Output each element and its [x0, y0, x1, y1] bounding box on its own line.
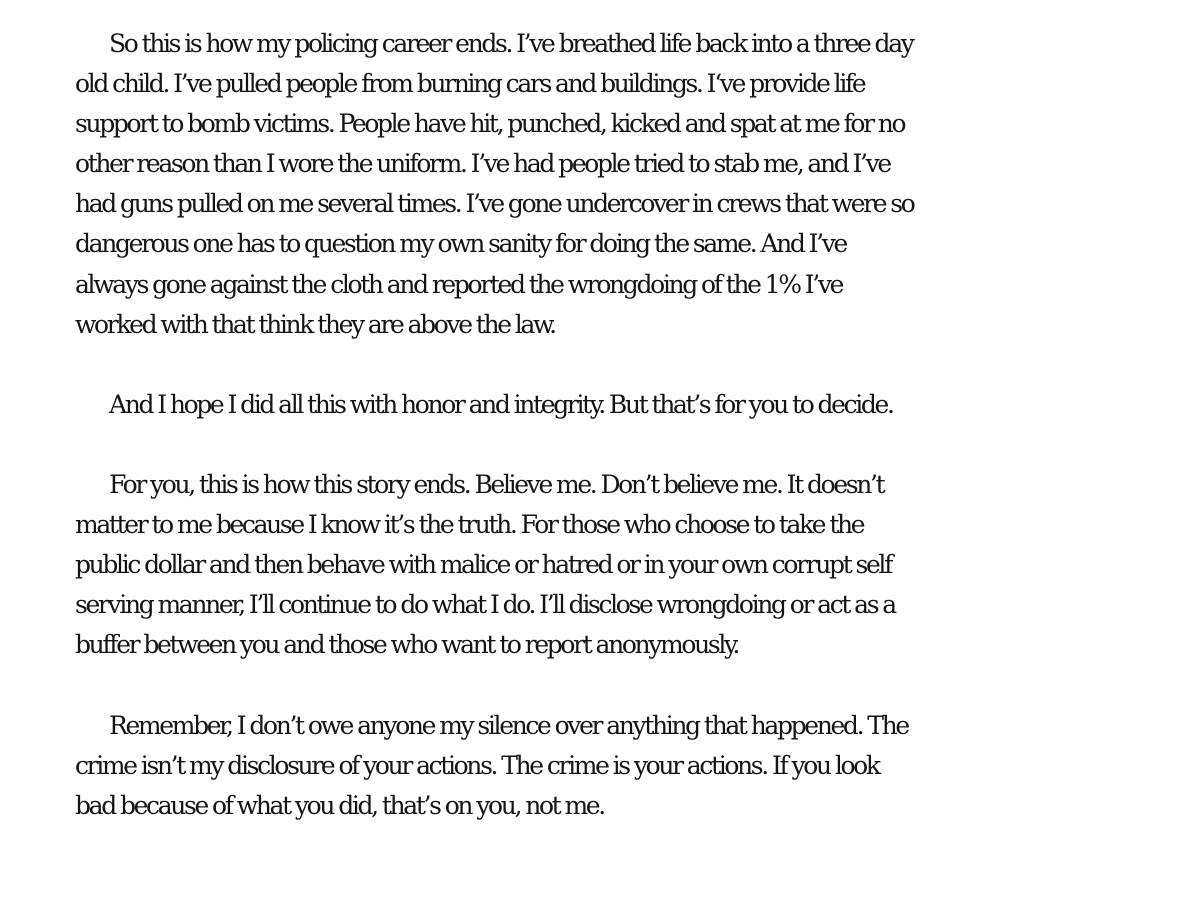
- text-line: So this is how my policing career ends. I’ve breathed life back into a three day: [109, 29, 913, 58]
- text-line: had guns pulled on me several times. I’ve gone undercover in crews that were so: [75, 189, 914, 219]
- text-line: other reason than I wore the uniform. I’ve had people tried to stab me, and I’ve: [75, 149, 890, 179]
- document-body: [75, 24, 1135, 866]
- text-line: buffer between you and those who want to report anonymously.: [75, 630, 739, 660]
- paragraph-story-ends: [75, 465, 1135, 665]
- paragraph-career: [75, 24, 1135, 345]
- text-line: crime isn’t my disclosure of your actions. The crime is your actions. If you look: [75, 750, 879, 780]
- text-line: matter to me because I know it’s the truth. For those who choose to take the: [75, 510, 864, 540]
- text-line: public dollar and then behave with malice or hatred or in your own corrupt self: [75, 550, 891, 580]
- text-line: dangerous one has to question my own sanity for doing the same. And I’ve: [75, 229, 846, 259]
- text-line: serving manner, I’ll continue to do what I do. I’ll disclose wrongdoing or act as a: [75, 590, 895, 620]
- text-line: bad because of what you did, that’s on you, not me.: [75, 790, 604, 820]
- text-line: And I hope I did all this with honor and integrity. But that’s for you to decide.: [109, 389, 893, 419]
- text-line: always gone against the cloth and reported the wrongdoing of the 1% I’ve: [75, 269, 843, 299]
- text-line: For you, this is how this story ends. Believe me. Don’t believe me. It doesn’t: [109, 470, 884, 500]
- paragraph-honor: [75, 385, 1135, 425]
- text-line: old child. I’ve pulled people from burning cars and buildings. I‘ve provide life: [75, 69, 865, 99]
- paragraph-remember: [75, 706, 1135, 826]
- text-line: worked with that think they are above the law.: [75, 309, 555, 339]
- text-line: support to bomb victims. People have hit, punched, kicked and spat at me for no: [75, 109, 905, 139]
- text-line: Remember, I don’t owe anyone my silence over anything that happened. The: [109, 710, 908, 740]
